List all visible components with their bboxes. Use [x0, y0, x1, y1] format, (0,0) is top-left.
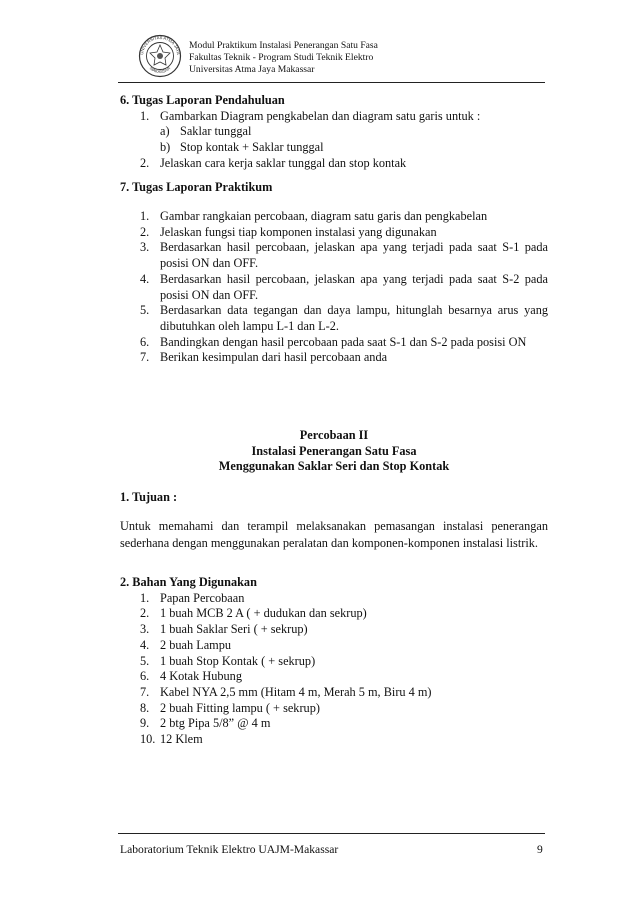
list-item: [120, 209, 548, 225]
item-number: 6.: [140, 334, 150, 349]
footer-divider: [118, 833, 545, 834]
item-number: 5.: [140, 653, 150, 668]
item-number: a): [160, 124, 170, 139]
university-logo: [138, 34, 182, 78]
experiment-title-line-3: Menggunakan Saklar Seri dan Stop Kontak: [218, 459, 450, 474]
bahan-title: 2. Bahan Yang Digunakan: [120, 575, 257, 589]
item-number: 1.: [140, 590, 150, 605]
item-text: 1 buah Stop Kontak ( + sekrup): [160, 653, 316, 668]
page-header: [189, 40, 378, 77]
item-number: 6.: [140, 669, 150, 684]
list-item: [120, 606, 548, 622]
list-item: [120, 303, 548, 334]
svg-text:MAKASSAR: [149, 66, 171, 74]
item-number: 10.: [140, 732, 156, 747]
item-number: 7.: [140, 684, 150, 699]
list-item: [120, 109, 548, 125]
item-number: b): [160, 140, 171, 155]
item-number: 1.: [140, 108, 150, 123]
list-item: [120, 716, 548, 732]
logo-text-bottom: MAKASSAR: [148, 65, 172, 75]
list-item: [120, 669, 548, 685]
item-text: 12 Klem: [160, 732, 203, 747]
item-number: 9.: [140, 716, 150, 731]
item-text: Berikan kesimpulan dari hasil percobaan anda: [160, 350, 388, 365]
list-item: [120, 701, 548, 717]
list-item: [120, 225, 548, 241]
item-text: 4 Kotak Hubung: [160, 669, 242, 684]
item-text: Saklar tunggal: [180, 124, 252, 139]
item-text: Gambar rangkaian percobaan, diagram satu garis dan pengkabelan: [160, 209, 488, 223]
item-text: Berdasarkan hasil percobaan, jelaskan apa yang terjadi pada saat S-2 pada posisi ON dan OFF.: [160, 271, 548, 302]
item-text: Stop kontak + Saklar tunggal: [180, 140, 324, 155]
header-line-1: Modul Praktikum Instalasi Penerangan Satu Fasa: [189, 40, 378, 51]
section-7-list: [120, 209, 548, 366]
item-text: Berdasarkan data tegangan dan daya lampu, hitunglah besarnya arus yang dibutuhkan oleh lampu L-1 dan L-2.: [160, 303, 548, 333]
item-text: Kabel NYA 2,5 mm (Hitam 4 m, Merah 5 m, Biru 4 m): [160, 684, 432, 699]
list-item: [120, 654, 548, 670]
list-item: [120, 685, 548, 701]
header-divider: [118, 82, 545, 83]
list-item: [120, 140, 548, 156]
section-6: [120, 93, 548, 172]
experiment-title: [120, 428, 548, 475]
item-text: Papan Percobaan: [160, 590, 245, 605]
item-number: 2.: [140, 606, 150, 621]
experiment-title-line-2: Instalasi Penerangan Satu Fasa: [251, 443, 417, 458]
item-number: 5.: [140, 303, 150, 318]
section-7-title: 7. Tugas Laporan Praktikum: [120, 180, 273, 194]
list-item: [120, 156, 548, 172]
list-item: [120, 124, 548, 140]
item-text: Jelaskan cara kerja saklar tunggal dan stop kontak: [160, 155, 407, 170]
item-number: 2.: [140, 155, 150, 170]
item-number: 3.: [140, 622, 150, 637]
tujuan-title: 1. Tujuan :: [120, 490, 178, 504]
section-tujuan: [120, 490, 548, 506]
page-number: 9: [537, 843, 543, 856]
list-item: [120, 732, 548, 748]
item-text: Gambarkan Diagram pengkabelan dan diagram satu garis untuk :: [160, 108, 481, 123]
item-text: Jelaskan fungsi tiap komponen instalasi yang digunakan: [160, 224, 437, 239]
item-number: 4.: [140, 637, 150, 652]
item-text: 1 buah Saklar Seri ( + sekrup): [160, 622, 308, 637]
item-number: 7.: [140, 350, 150, 365]
item-text: 2 btg Pipa 5/8” @ 4 m: [160, 716, 271, 731]
item-number: 1.: [140, 209, 150, 223]
header-line-2: Fakultas Teknik - Program Studi Teknik Elektro: [189, 52, 374, 64]
item-text: Berdasarkan hasil percobaan, jelaskan apa yang terjadi pada saat S-1 pada posisi ON dan OFF.: [160, 240, 548, 271]
list-item: [120, 591, 548, 607]
tujuan-paragraph: Untuk memahami dan terampil melaksanakan pemasangan instalasi penerangan sederhana dengan menggunakan peralatan dan komponen-komponen instalasi listrik.: [120, 519, 548, 550]
logo-text-top: UNIVERSITAS ATMA JAYA: [139, 34, 181, 56]
section-7: [120, 180, 548, 196]
item-number: 2.: [140, 224, 150, 239]
list-item: [120, 622, 548, 638]
section-bahan: [120, 575, 548, 748]
list-item: [120, 638, 548, 654]
list-item: [120, 350, 548, 366]
item-text: 1 buah MCB 2 A ( + dudukan dan sekrup): [160, 606, 367, 621]
section-6-title: 6. Tugas Laporan Pendahuluan: [120, 93, 285, 107]
list-item: [120, 240, 548, 271]
list-item: [120, 272, 548, 303]
header-line-3: Universitas Atma Jaya Makassar: [189, 64, 315, 76]
item-number: 4.: [140, 271, 150, 286]
item-number: 3.: [140, 240, 150, 255]
item-text: Bandingkan dengan hasil percobaan pada saat S-1 dan S-2 pada posisi ON: [160, 334, 527, 349]
item-text: 2 buah Fitting lampu ( + sekrup): [160, 700, 320, 715]
item-text: 2 buah Lampu: [160, 637, 232, 652]
item-number: 8.: [140, 700, 150, 715]
experiment-title-line-1: Percobaan II: [299, 428, 369, 442]
list-item: [120, 335, 548, 351]
footer-lab-name: Laboratorium Teknik Elektro UAJM-Makassar: [120, 843, 339, 856]
